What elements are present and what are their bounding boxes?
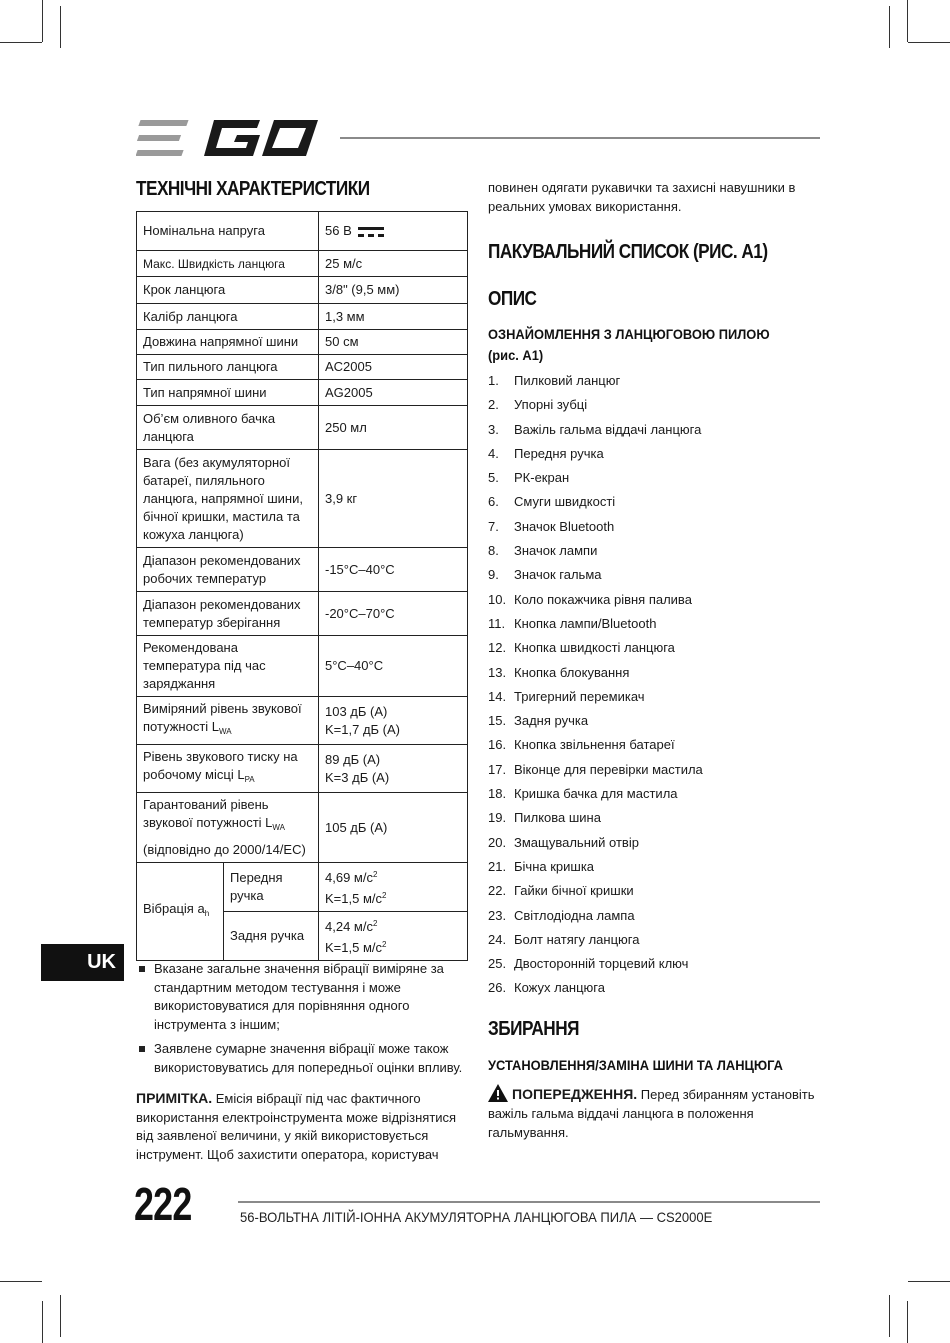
vibration-rear-value: 4,24 м/с bbox=[325, 919, 373, 934]
item-text: Пилковий ланцюг bbox=[514, 373, 621, 388]
subscript: WA bbox=[219, 727, 232, 736]
superscript: 2 bbox=[382, 891, 387, 900]
sound-power-label: Виміряний рівень звукової потужності L bbox=[143, 701, 302, 734]
table-row bbox=[137, 355, 468, 380]
item-text: Передня ручка bbox=[514, 445, 604, 461]
table-row bbox=[137, 251, 468, 277]
item-text: Тригерний перемикач bbox=[514, 688, 645, 704]
vibration-rear-uncertainty: K=1,5 м/с bbox=[325, 940, 382, 955]
spec-value: 25 м/с bbox=[319, 251, 468, 277]
spec-value: -15°C–40°C bbox=[319, 548, 468, 592]
sound-pressure-label: Рівень звукового тиску на робочому місці L bbox=[143, 749, 298, 782]
spec-label: Вага (без акумуляторної батареї, пиляльного ланцюга, напрямної шини, бічної кришки, мастила та кожуха ланцюга) bbox=[137, 450, 319, 548]
item-text: Світлодіодна лампа bbox=[514, 907, 635, 923]
crop-mark bbox=[0, 1281, 42, 1282]
table-row bbox=[137, 330, 468, 355]
list-item bbox=[488, 393, 820, 417]
item-number: 16. bbox=[488, 737, 507, 753]
spec-label: Довжина напрямної шини bbox=[137, 330, 319, 355]
item-number: 9. bbox=[488, 567, 499, 583]
item-text: Упорні зубці bbox=[514, 397, 588, 413]
subscript: PA bbox=[244, 775, 255, 784]
list-item bbox=[488, 418, 820, 442]
sound-pressure-uncertainty: K=3 дБ (A) bbox=[325, 769, 390, 785]
ego-logo bbox=[136, 116, 322, 160]
spec-label: Рекомендована температура під час заряджання bbox=[137, 636, 319, 697]
item-number: 23. bbox=[488, 907, 507, 923]
parts-list bbox=[488, 369, 820, 1001]
item-text: Двосторонній торцевий ключ bbox=[514, 956, 689, 972]
item-number: 4. bbox=[488, 445, 499, 461]
list-item bbox=[488, 733, 820, 757]
crop-mark bbox=[908, 1281, 950, 1282]
item-text: Бічна кришка bbox=[514, 858, 595, 874]
list-item: Вказане загальне значення вібрації виміряне за стандартним методом тестування і може використовуватися для порівняння одного інструмента з іншим; bbox=[136, 960, 466, 1034]
spec-label: Об’єм оливного бачка ланцюга bbox=[137, 406, 319, 450]
remark-label: ПРИМІТКА. bbox=[136, 1090, 213, 1106]
spec-label bbox=[137, 697, 319, 745]
list-item: Заявлене сумарне значення вібрації може також використовуватись для попередньої оцінки впливу. bbox=[136, 1040, 466, 1077]
item-text: Важіль гальма віддачі ланцюга bbox=[514, 421, 702, 437]
table-row bbox=[137, 697, 468, 745]
remark-text: Емісія вібрації під час фактичного використання електроінструмента може відрізнятися від заявленої величини, у якій використовується інструмент. Щоб захистити оператора, користувач bbox=[136, 1091, 457, 1162]
footer-rule bbox=[238, 1201, 820, 1203]
spec-label: Макс. Швидкість ланцюга bbox=[137, 251, 319, 277]
notes-list bbox=[136, 960, 466, 1083]
item-number: 2. bbox=[488, 397, 499, 413]
item-number: 14. bbox=[488, 688, 507, 704]
spec-label: Крок ланцюга bbox=[137, 277, 319, 304]
spec-value: AG2005 bbox=[319, 380, 468, 406]
list-item bbox=[488, 806, 820, 830]
spec-value bbox=[319, 212, 468, 251]
spec-label bbox=[137, 863, 224, 961]
sound-pressure-value: 89 дБ (A) bbox=[325, 751, 381, 767]
item-text: Значок лампи bbox=[514, 543, 598, 559]
item-number: 26. bbox=[488, 980, 507, 996]
spec-label bbox=[137, 745, 319, 793]
superscript: 2 bbox=[372, 919, 378, 928]
spec-value bbox=[319, 697, 468, 745]
spec-label: Діапазон рекомендованих температур зберігання bbox=[137, 592, 319, 636]
page-number: 222 bbox=[134, 1178, 192, 1230]
vibration-front-value: 4,69 м/с bbox=[325, 870, 373, 885]
list-item bbox=[488, 636, 820, 660]
header-rule bbox=[340, 137, 820, 139]
remark-paragraph bbox=[136, 1089, 466, 1164]
table-row bbox=[137, 212, 468, 251]
item-number: 19. bbox=[488, 810, 507, 826]
item-number: 18. bbox=[488, 786, 507, 802]
assembly-title: ЗБИРАННЯ bbox=[488, 1018, 579, 1040]
list-item bbox=[488, 539, 820, 563]
list-item bbox=[488, 612, 820, 636]
footer-title: 56-ВОЛЬТНА ЛІТІЙ-ІОННА АКУМУЛЯТОРНА ЛАНЦЮГОВА ПИЛА — CS2000E bbox=[240, 1209, 713, 1225]
item-text: Кришка бачка для мастила bbox=[514, 786, 678, 802]
item-text: Кнопка звільнення батареї bbox=[514, 737, 675, 753]
item-text: Віконце для перевірки мастила bbox=[514, 761, 703, 777]
table-row bbox=[137, 745, 468, 793]
item-number: 11. bbox=[488, 615, 506, 631]
specs-title: ТЕХНІЧНІ ХАРАКТЕРИСТИКИ bbox=[136, 178, 370, 200]
spec-value: 5°C–40°C bbox=[319, 636, 468, 697]
item-number: 13. bbox=[488, 664, 507, 680]
item-number: 22. bbox=[488, 883, 507, 899]
item-number: 17. bbox=[488, 761, 507, 777]
vibration-rear-label: Задня ручка bbox=[224, 912, 319, 961]
list-item bbox=[488, 588, 820, 612]
list-item bbox=[488, 466, 820, 490]
dc-current-icon bbox=[358, 226, 384, 238]
superscript: 2 bbox=[372, 870, 378, 879]
crop-mark bbox=[907, 1301, 908, 1343]
item-text: Задня ручка bbox=[514, 713, 589, 729]
crop-mark bbox=[60, 6, 61, 48]
item-number: 24. bbox=[488, 931, 507, 947]
subscript: h bbox=[204, 909, 210, 918]
warning-text: Перед збиранням установіть важіль гальма віддачі ланцюга в положення гальмування. bbox=[488, 1087, 815, 1140]
spec-value: -20°C–70°C bbox=[319, 592, 468, 636]
crop-mark bbox=[907, 0, 908, 42]
list-item bbox=[488, 685, 820, 709]
table-row bbox=[137, 793, 468, 863]
item-text: Гайки бічної кришки bbox=[514, 883, 634, 899]
item-text: Кнопка блокування bbox=[514, 664, 630, 680]
item-text: Пилкова шина bbox=[514, 810, 601, 826]
item-text: Коло покажчика рівня палива bbox=[514, 591, 692, 607]
spec-label: Калібр ланцюга bbox=[137, 304, 319, 330]
item-text: Кнопка лампи/Bluetooth bbox=[514, 615, 657, 631]
spec-value: 3/8" (9,5 мм) bbox=[319, 277, 468, 304]
crop-mark bbox=[60, 1295, 61, 1337]
warning-icon bbox=[488, 1084, 508, 1102]
list-item bbox=[488, 782, 820, 806]
list-item bbox=[488, 928, 820, 952]
item-text: Кнопка швидкості ланцюга bbox=[514, 640, 675, 656]
spec-value: 3,9 кг bbox=[319, 450, 468, 548]
list-item bbox=[488, 904, 820, 928]
spec-label bbox=[137, 793, 319, 863]
item-text: Значок гальма bbox=[514, 567, 602, 583]
spec-label: Тип напрямної шини bbox=[137, 380, 319, 406]
table-row bbox=[137, 636, 468, 697]
table-row bbox=[137, 863, 468, 912]
item-number: 3. bbox=[488, 421, 499, 437]
warning-label: ПОПЕРЕДЖЕННЯ. bbox=[512, 1086, 638, 1102]
list-item bbox=[488, 952, 820, 976]
list-item bbox=[488, 709, 820, 733]
table-row bbox=[137, 380, 468, 406]
list-item bbox=[488, 758, 820, 782]
spec-value: AC2005 bbox=[319, 355, 468, 380]
item-text: Кожух ланцюга bbox=[514, 980, 605, 996]
spec-label: Номінальна напруга bbox=[137, 212, 319, 251]
list-item bbox=[488, 369, 820, 393]
continued-text: повинен одягати рукавички та захисні навушники в реальних умовах використання. bbox=[488, 180, 796, 214]
item-number: 7. bbox=[488, 518, 499, 534]
vibration-label: Вібрація a bbox=[143, 901, 205, 916]
superscript: 2 bbox=[382, 940, 387, 949]
table-row bbox=[137, 592, 468, 636]
spec-value bbox=[319, 863, 468, 912]
item-number: 6. bbox=[488, 494, 499, 510]
item-number: 20. bbox=[488, 834, 507, 850]
list-item bbox=[488, 490, 820, 514]
item-number: 12. bbox=[488, 640, 507, 656]
list-item bbox=[488, 442, 820, 466]
item-text: Значок Bluetooth bbox=[514, 518, 615, 534]
item-number: 10. bbox=[488, 591, 507, 607]
list-item bbox=[488, 831, 820, 855]
description-subtitle: ОЗНАЙОМЛЕННЯ З ЛАНЦЮГОВОЮ ПИЛОЮ (рис. A1) bbox=[488, 326, 770, 363]
vibration-front-uncertainty: K=1,5 м/с bbox=[325, 891, 382, 906]
item-number: 5. bbox=[488, 470, 499, 486]
crop-mark bbox=[0, 42, 42, 43]
list-item bbox=[488, 879, 820, 903]
vibration-front-label: Передня ручка bbox=[224, 863, 319, 912]
warning-paragraph bbox=[488, 1084, 820, 1142]
spec-value bbox=[319, 912, 468, 961]
crop-mark bbox=[42, 1301, 43, 1343]
crop-mark bbox=[889, 1295, 890, 1337]
language-tab: UK bbox=[41, 944, 124, 981]
description-title: ОПИС bbox=[488, 288, 537, 310]
specs-table bbox=[136, 211, 468, 961]
table-row bbox=[137, 450, 468, 548]
item-number: 21. bbox=[488, 858, 507, 874]
subscript: WA bbox=[272, 823, 285, 832]
list-item bbox=[488, 563, 820, 587]
item-number: 8. bbox=[488, 543, 499, 559]
directive-reference: (відповідно до 2000/14/EC) bbox=[143, 842, 306, 857]
table-row bbox=[137, 548, 468, 592]
table-row bbox=[137, 406, 468, 450]
spec-value: 105 дБ (A) bbox=[319, 793, 468, 863]
list-item bbox=[488, 515, 820, 539]
guaranteed-power-label: Гарантований рівень звукової потужності L bbox=[143, 797, 273, 830]
spec-label: Діапазон рекомендованих робочих температур bbox=[137, 548, 319, 592]
voltage-value: 56 В bbox=[325, 223, 352, 238]
crop-mark bbox=[908, 42, 950, 43]
spec-label: Тип пильного ланцюга bbox=[137, 355, 319, 380]
list-item bbox=[488, 976, 820, 1000]
sound-power-value: 103 дБ (A) bbox=[325, 703, 388, 719]
table-row bbox=[137, 277, 468, 304]
table-row bbox=[137, 304, 468, 330]
spec-value: 250 мл bbox=[319, 406, 468, 450]
packing-list-title: ПАКУВАЛЬНИЙ СПИСОК (РИС. A1) bbox=[488, 241, 768, 263]
spec-value: 50 см bbox=[319, 330, 468, 355]
item-number: 15. bbox=[488, 713, 507, 729]
list-item bbox=[488, 855, 820, 879]
spec-value bbox=[319, 745, 468, 793]
install-subtitle: УСТАНОВЛЕННЯ/ЗАМІНА ШИНИ ТА ЛАНЦЮГА bbox=[488, 1057, 783, 1073]
crop-mark bbox=[889, 6, 890, 48]
spec-value: 1,3 мм bbox=[319, 304, 468, 330]
item-number: 25. bbox=[488, 956, 507, 972]
item-text: Смуги швидкості bbox=[514, 494, 616, 510]
sound-power-uncertainty: K=1,7 дБ (A) bbox=[325, 721, 401, 737]
item-text: РК-екран bbox=[514, 470, 570, 486]
item-text: Болт натягу ланцюга bbox=[514, 931, 640, 947]
crop-mark bbox=[42, 0, 43, 42]
item-number: 1. bbox=[488, 373, 499, 388]
list-item bbox=[488, 661, 820, 685]
item-text: Змащувальний отвір bbox=[514, 834, 639, 850]
